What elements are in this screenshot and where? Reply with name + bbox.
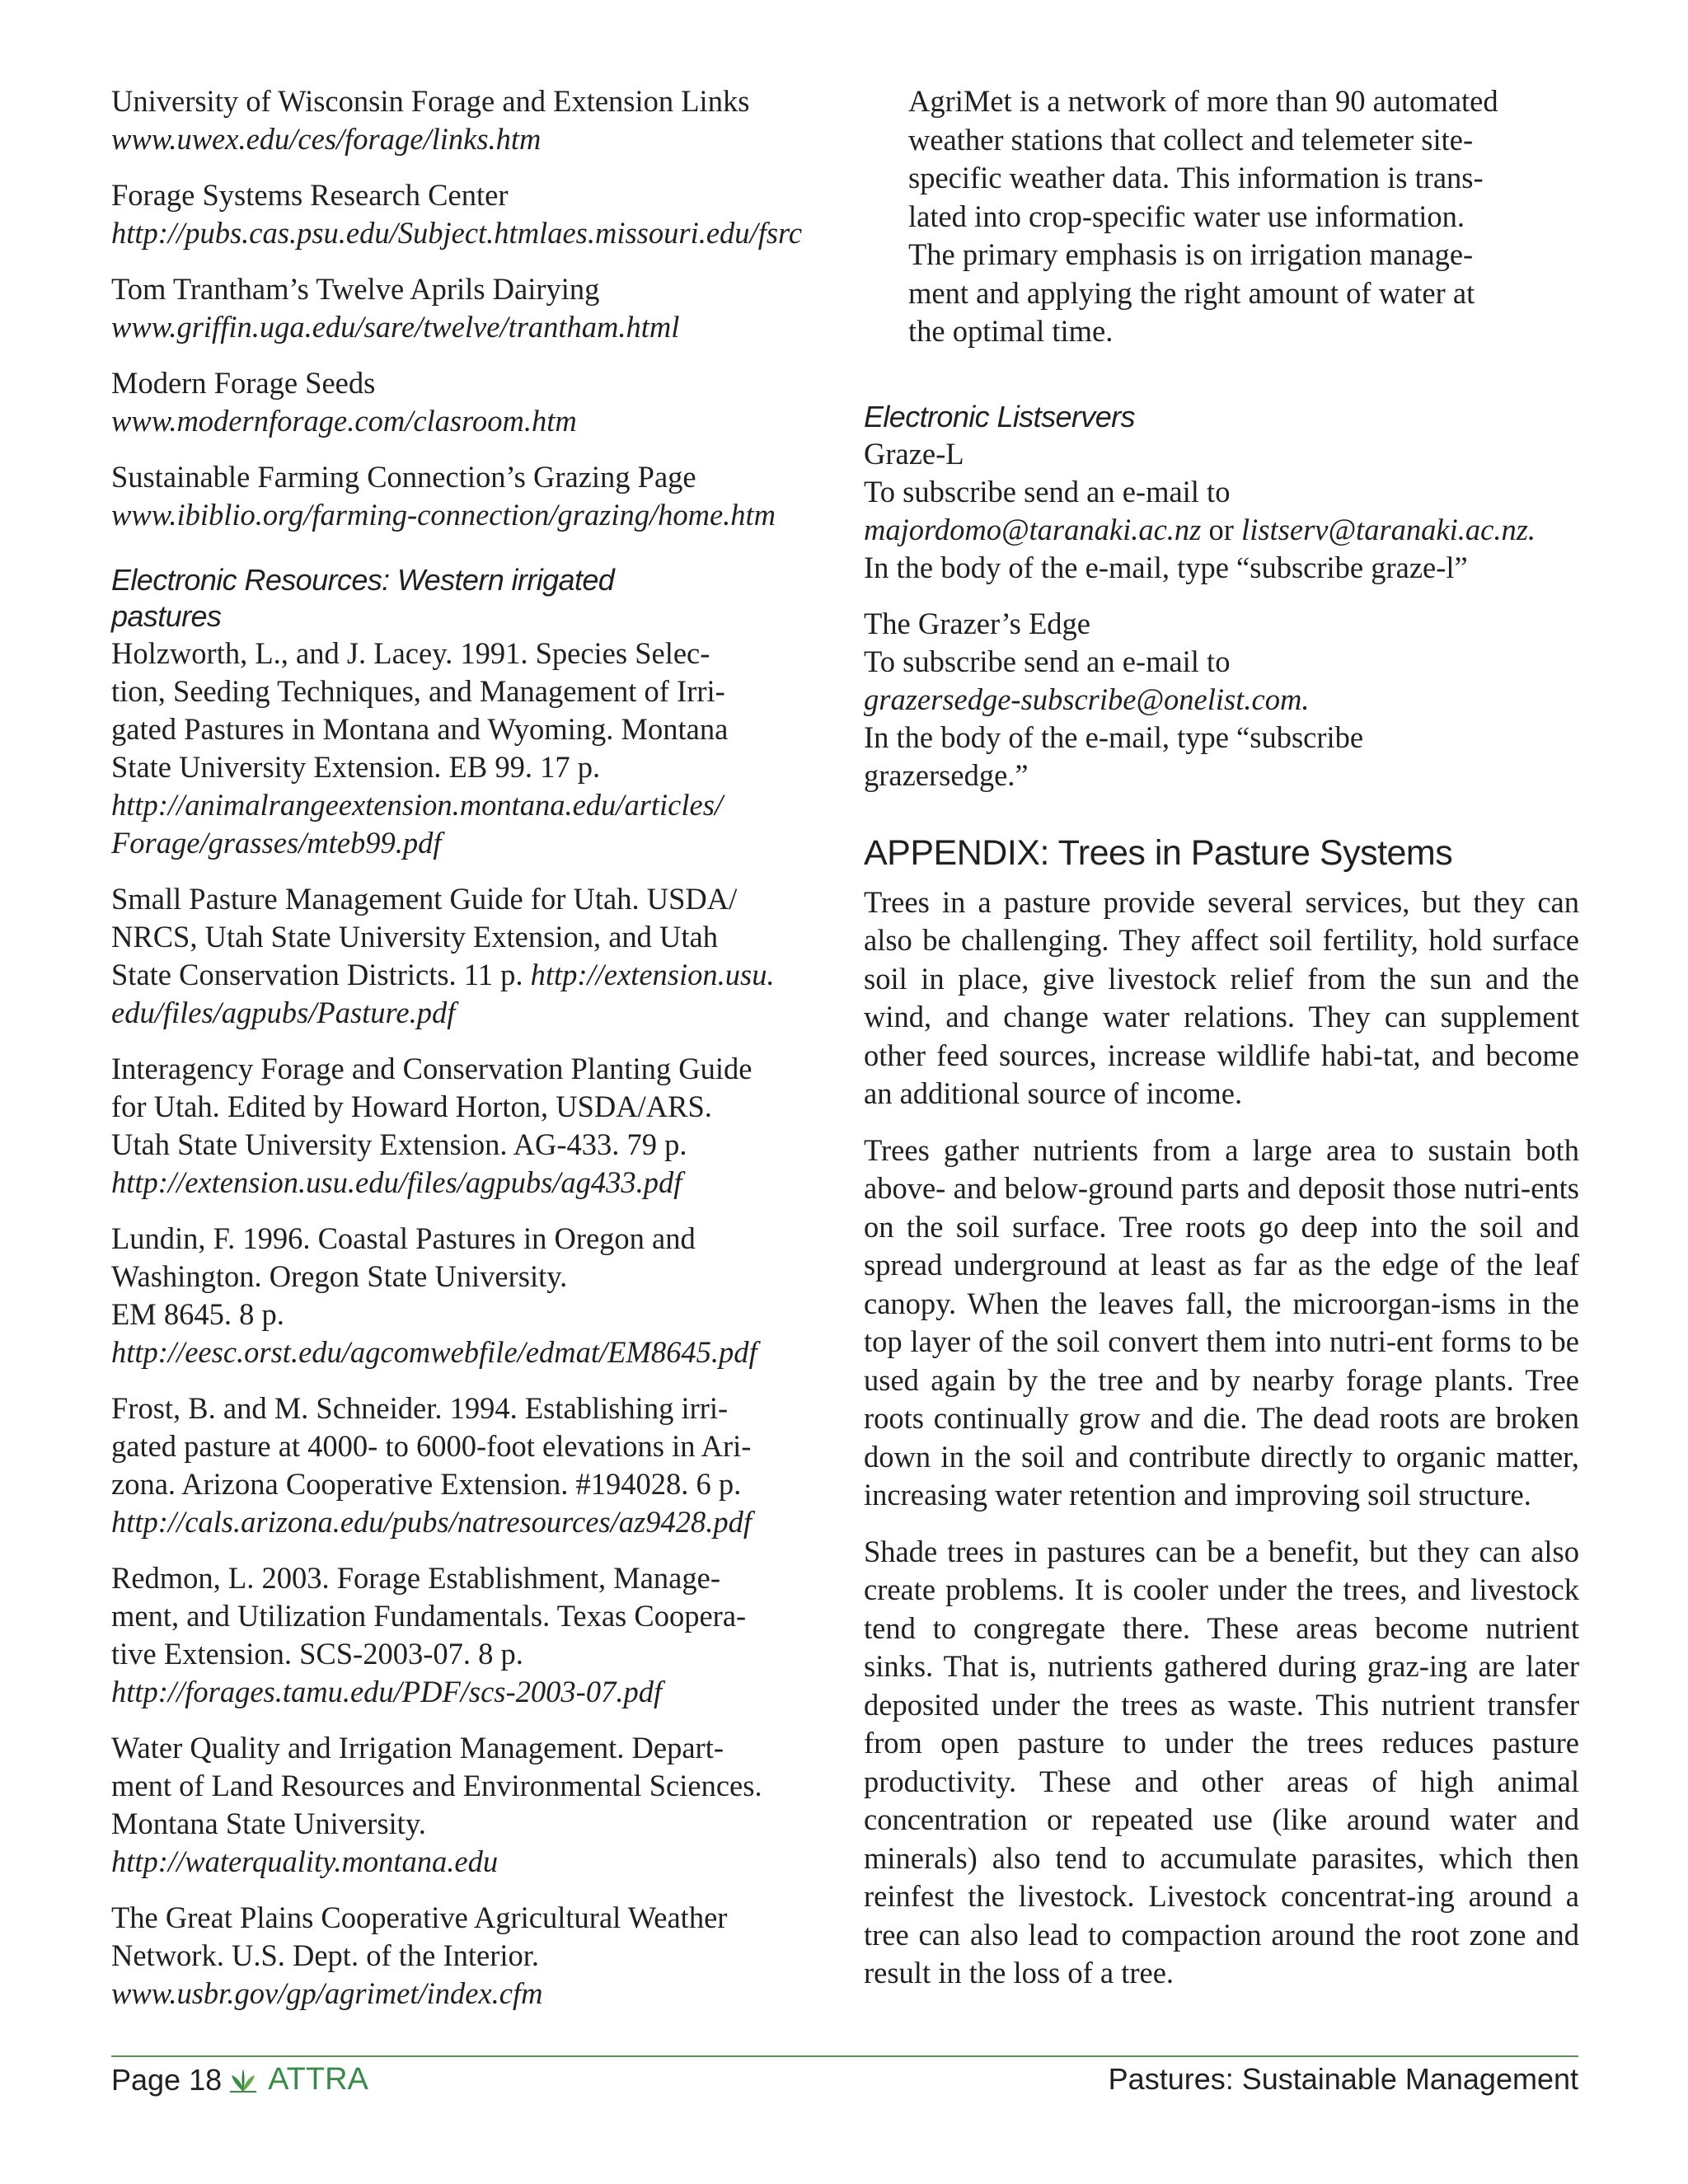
ref-url[interactable]: http://cals.arizona.edu/pubs/natresources/az9428.pdf	[111, 1505, 752, 1539]
email-link[interactable]: listserv@taranaki.ac.nz.	[1241, 512, 1536, 546]
link-url[interactable]: www.ibiblio.org/farming-connection/grazing/home.htm	[111, 498, 776, 532]
heading-line: Electronic Resources: Western irrigated	[111, 563, 615, 597]
link-title: Tom Trantham’s Twelve Aprils Dairying	[111, 272, 600, 306]
ref-line: Small Pasture Management Guide for Utah. USDA/	[111, 882, 738, 916]
agrimet-line: lated into crop-specific water use information.	[908, 199, 1465, 233]
link-entry-modern-forage	[111, 364, 853, 440]
link-url[interactable]: www.modernforage.com/clasroom.htm	[111, 404, 577, 438]
listservers-heading: Electronic Listservers	[864, 399, 1135, 434]
link-url[interactable]: http://pubs.cas.psu.edu/Subject.htmlaes.missouri.edu/fsrc	[111, 216, 803, 250]
appendix-paragraph-1: Trees in a pasture provide several services, but they can also be challenging. They affect soil fertility, hold surface soil in place, give livestock relief from the sun and the wind, and change water relations. They can supplement other feed sources, increase wildlife habi-tat, and become an additional source of income.	[864, 884, 1579, 1110]
ref-line: Water Quality and Irrigation Management. Depart-	[111, 1731, 724, 1765]
ref-line: ment, and Utilization Fundamentals. Texas Coopera-	[111, 1599, 747, 1633]
agrimet-line: ment and applying the right amount of water at	[908, 275, 1475, 310]
ref-url[interactable]: http://forages.tamu.edu/PDF/scs-2003-07.pdf	[111, 1675, 663, 1708]
listserver-name: The Grazer’s Edge	[864, 606, 1090, 640]
listserver-instruction: In the body of the e-mail, type “subscribe graze-l”	[864, 550, 1468, 584]
ref-line: The Great Plains Cooperative Agricultural Weather	[111, 1900, 728, 1934]
appendix-paragraph-3: Shade trees in pastures can be a benefit, but they can also create problems. It is cooler under the trees, and livestock tend to congregate there. These areas become nutrient sinks. That is, nutrients gathered during graz-ing are later deposited under the trees as waste. This nutrient transfer from open pasture to under the trees reduces pasture productivity. These and other areas of high animal concentration or repeated use (like around water and minerals) also tend to accumulate parasites, which then reinfest the livestock. Livestock concentrat-ing around a tree can also lead to compaction around the root zone and result in the loss of a tree.	[864, 1534, 1579, 1990]
listserver-name: Graze-L	[864, 436, 964, 471]
link-title: University of Wisconsin Forage and Extension Links	[111, 84, 750, 118]
ref-line: gated Pastures in Montana and Wyoming. Montana	[111, 712, 729, 746]
ref-url[interactable]: http://extension.usu.edu/files/agpubs/ag433.pdf	[111, 1165, 682, 1199]
agrimet-line: the optimal time.	[908, 314, 1114, 348]
listserver-graze-l	[864, 435, 1579, 587]
footer-rule	[111, 2055, 1578, 2057]
listserver-instruction: In the body of the e-mail, type “subscribe	[864, 719, 1364, 754]
left-column	[111, 82, 853, 2031]
link-entry-sustainable-farming	[111, 458, 853, 534]
appendix-title: APPENDIX: Trees in Pasture Systems	[864, 832, 1453, 873]
ref-url[interactable]: http://animalrangeextension.montana.edu/articles/	[111, 788, 724, 822]
listserver-instruction: To subscribe send an e-mail to	[864, 644, 1231, 678]
ref-line: Lundin, F. 1996. Coastal Pastures in Oregon and	[111, 1221, 696, 1255]
ref-line: zona. Arizona Cooperative Extension. #194028. 6 p.	[111, 1467, 742, 1501]
ref-line: Redmon, L. 2003. Forage Establishment, Manage-	[111, 1561, 720, 1595]
link-title: Forage Systems Research Center	[111, 178, 509, 212]
right-column	[864, 82, 1579, 2011]
listserver-emails	[864, 511, 1579, 549]
reference-redmon	[111, 1559, 853, 1711]
ref-line: tive Extension. SCS-2003-07. 8 p.	[111, 1637, 523, 1671]
ref-line	[111, 956, 853, 994]
agrimet-line: The primary emphasis is on irrigation manage-	[908, 237, 1474, 271]
link-url[interactable]: www.uwex.edu/ces/forage/links.htm	[111, 122, 542, 156]
email-link[interactable]: majordomo@taranaki.ac.nz	[864, 512, 1202, 546]
ref-url[interactable]: edu/files/agpubs/Pasture.pdf	[111, 996, 456, 1029]
ref-line: Holzworth, L., and J. Lacey. 1991. Species Selec-	[111, 636, 710, 670]
link-url[interactable]: www.griffin.uga.edu/sare/twelve/trantham.html	[111, 310, 680, 344]
ref-line: for Utah. Edited by Howard Horton, USDA/ARS.	[111, 1090, 712, 1123]
listserver-instruction: To subscribe send an e-mail to	[864, 474, 1231, 509]
ref-line: Montana State University.	[111, 1807, 426, 1840]
or-text: or	[1201, 512, 1242, 546]
ref-url[interactable]: Forage/grasses/mteb99.pdf	[111, 826, 442, 860]
ref-line: Interagency Forage and Conservation Planting Guide	[111, 1052, 753, 1085]
listserver-grazers-edge	[864, 605, 1579, 794]
ref-line: gated pasture at 4000- to 6000-foot elevations in Ari-	[111, 1429, 752, 1463]
ref-line: Frost, B. and M. Schneider. 1994. Establishing irri-	[111, 1391, 729, 1425]
ref-line: Utah State University Extension. AG-433. 79 p.	[111, 1127, 687, 1161]
link-entry-forage-systems	[111, 176, 853, 252]
reference-lundin	[111, 1220, 853, 1371]
link-title: Modern Forage Seeds	[111, 366, 376, 400]
listserver-instruction: grazersedge.”	[864, 757, 1029, 792]
reference-holzworth	[111, 635, 853, 862]
appendix-paragraph-2: Trees gather nutrients from a large area to sustain both above- and below-ground parts and deposit those nutri-ents on the soil surface. Tree roots go deep into the soil and spread underground at least as far as the edge of the leaf canopy. When the leaves fall, the microorgan-isms in the top layer of the soil convert them into nutri-ent forms to be used again by the tree and by nearby forage plants. Tree roots continually grow and die. The dead roots are broken down in the soil and contribute directly to organic matter, increasing water retention and improving soil structure.	[864, 1132, 1579, 1511]
ref-line: State University Extension. EB 99. 17 p.	[111, 750, 601, 784]
agrimet-line: weather stations that collect and telemeter site-	[908, 122, 1474, 157]
reference-frost	[111, 1390, 853, 1541]
reference-great-plains	[111, 1899, 853, 2013]
reference-interagency	[111, 1050, 853, 1202]
agrimet-line: specific weather data. This information is trans-	[908, 161, 1484, 194]
reference-water-quality	[111, 1729, 853, 1881]
email-link[interactable]: grazersedge-subscribe@onelist.com.	[864, 682, 1310, 716]
ref-url[interactable]: www.usbr.gov/gp/agrimet/index.cfm	[111, 1976, 543, 2010]
footer-page-info	[111, 2062, 368, 2097]
link-entry-trantham	[111, 270, 853, 346]
document-title: Pastures: Sustainable Management	[1108, 2062, 1578, 2096]
link-title: Sustainable Farming Connection’s Grazing Page	[111, 460, 696, 494]
ref-line: Washington. Oregon State University.	[111, 1259, 568, 1293]
brand-name: ATTRA	[268, 2062, 368, 2097]
ref-url[interactable]: http://extension.usu.	[530, 958, 775, 991]
ref-url[interactable]: http://eesc.orst.edu/agcomwebfile/edmat/EM8645.pdf	[111, 1335, 757, 1369]
reference-small-pasture	[111, 880, 853, 1032]
link-entry-uw-forage	[111, 82, 853, 158]
ref-text: State Conservation Districts. 11 p.	[111, 958, 531, 991]
ref-line: Network. U.S. Dept. of the Interior.	[111, 1938, 540, 1972]
ref-line: EM 8645. 8 p.	[111, 1297, 284, 1331]
page-number: Page 18	[111, 2062, 223, 2097]
ref-line: NRCS, Utah State University Extension, and Utah	[111, 920, 719, 954]
western-resources-heading	[111, 562, 853, 635]
heading-line: pastures	[111, 599, 222, 633]
agrimet-description	[908, 82, 1579, 351]
ref-url[interactable]: http://waterquality.montana.edu	[111, 1844, 499, 1878]
agrimet-line: AgriMet is a network of more than 90 automated	[908, 84, 1498, 118]
attra-leaf-icon	[227, 2064, 260, 2097]
ref-line: ment of Land Resources and Environmental Sciences.	[111, 1769, 762, 1802]
ref-line: tion, Seeding Techniques, and Management of Irri-	[111, 674, 725, 708]
